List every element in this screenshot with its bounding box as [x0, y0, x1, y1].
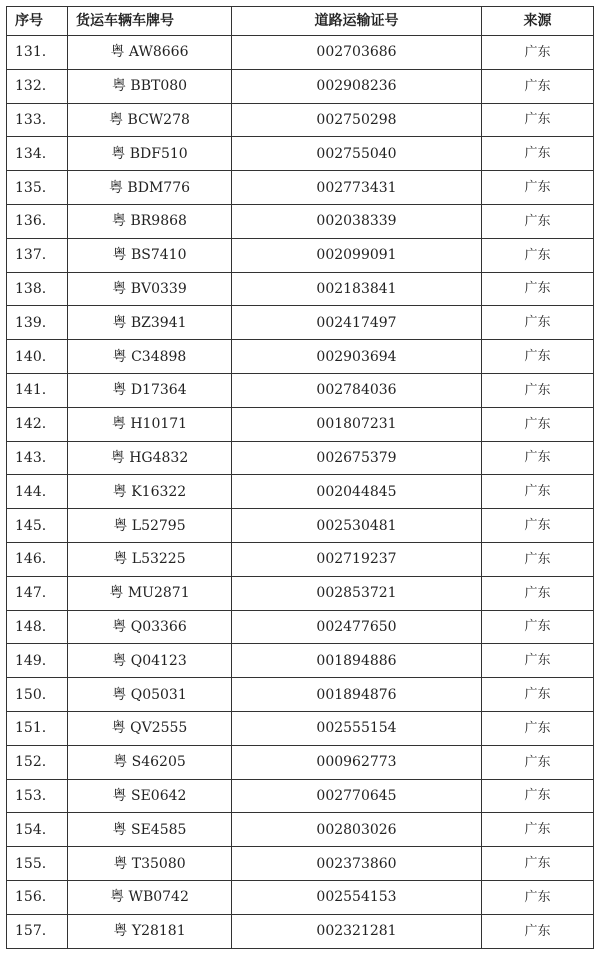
table-row — [7, 509, 594, 543]
row-plate-cell: 粤 BDF510 — [68, 137, 232, 171]
row-permit-cell: 002719237 — [232, 542, 482, 576]
row-source-cell: 广东 — [482, 137, 594, 171]
row-seq-cell: 134. — [7, 137, 68, 171]
row-source-cell: 广东 — [482, 238, 594, 272]
row-source-cell: 广东 — [482, 36, 594, 70]
table-row — [7, 779, 594, 813]
row-permit-cell: 002477650 — [232, 610, 482, 644]
row-source-cell: 广东 — [482, 509, 594, 543]
row-plate-cell: 粤 BZ3941 — [68, 306, 232, 340]
row-plate-cell: 粤 SE4585 — [68, 813, 232, 847]
row-permit-cell: 002373860 — [232, 847, 482, 881]
row-source-cell: 广东 — [482, 542, 594, 576]
row-plate-cell: 粤 BR9868 — [68, 204, 232, 238]
table-row — [7, 238, 594, 272]
row-source-cell: 广东 — [482, 576, 594, 610]
table-row — [7, 847, 594, 881]
table-row — [7, 745, 594, 779]
row-permit-cell: 002675379 — [232, 441, 482, 475]
row-seq-cell: 142. — [7, 407, 68, 441]
row-seq-cell: 138. — [7, 272, 68, 306]
row-seq-cell: 152. — [7, 745, 68, 779]
row-seq-cell: 148. — [7, 610, 68, 644]
row-permit-cell: 002321281 — [232, 914, 482, 948]
row-plate-cell: 粤 Q03366 — [68, 610, 232, 644]
row-seq-cell: 147. — [7, 576, 68, 610]
row-plate-cell: 粤 L53225 — [68, 542, 232, 576]
table-row — [7, 171, 594, 205]
row-plate-cell: 粤 BV0339 — [68, 272, 232, 306]
row-permit-cell: 002530481 — [232, 509, 482, 543]
row-seq-cell: 136. — [7, 204, 68, 238]
row-seq-cell: 153. — [7, 779, 68, 813]
header-seq: 序号 — [7, 7, 68, 36]
row-seq-cell: 143. — [7, 441, 68, 475]
row-source-cell: 广东 — [482, 813, 594, 847]
table-body — [7, 36, 594, 949]
row-source-cell: 广东 — [482, 441, 594, 475]
row-permit-cell: 001894886 — [232, 644, 482, 678]
row-plate-cell: 粤 S46205 — [68, 745, 232, 779]
row-source-cell: 广东 — [482, 373, 594, 407]
row-plate-cell: 粤 SE0642 — [68, 779, 232, 813]
row-source-cell: 广东 — [482, 475, 594, 509]
row-source-cell: 广东 — [482, 914, 594, 948]
table-row — [7, 914, 594, 948]
row-seq-cell: 131. — [7, 36, 68, 70]
row-plate-cell: 粤 H10171 — [68, 407, 232, 441]
row-seq-cell: 137. — [7, 238, 68, 272]
table-row — [7, 340, 594, 374]
row-source-cell: 广东 — [482, 103, 594, 137]
table-header-row — [7, 7, 594, 36]
row-seq-cell: 135. — [7, 171, 68, 205]
row-source-cell: 广东 — [482, 745, 594, 779]
row-seq-cell: 144. — [7, 475, 68, 509]
header-source: 来源 — [482, 7, 594, 36]
row-source-cell: 广东 — [482, 711, 594, 745]
row-plate-cell: 粤 HG4832 — [68, 441, 232, 475]
row-permit-cell: 002555154 — [232, 711, 482, 745]
row-permit-cell: 002183841 — [232, 272, 482, 306]
row-plate-cell: 粤 Y28181 — [68, 914, 232, 948]
row-plate-cell: 粤 T35080 — [68, 847, 232, 881]
row-plate-cell: 粤 BBT080 — [68, 69, 232, 103]
row-source-cell: 广东 — [482, 272, 594, 306]
row-seq-cell: 150. — [7, 678, 68, 712]
row-seq-cell: 139. — [7, 306, 68, 340]
row-source-cell: 广东 — [482, 644, 594, 678]
row-permit-cell: 002417497 — [232, 306, 482, 340]
row-source-cell: 广东 — [482, 69, 594, 103]
row-source-cell: 广东 — [482, 610, 594, 644]
row-seq-cell: 149. — [7, 644, 68, 678]
row-source-cell: 广东 — [482, 340, 594, 374]
row-permit-cell: 002903694 — [232, 340, 482, 374]
table-row — [7, 441, 594, 475]
row-plate-cell: 粤 D17364 — [68, 373, 232, 407]
row-permit-cell: 001894876 — [232, 678, 482, 712]
row-seq-cell: 151. — [7, 711, 68, 745]
vehicle-table — [6, 6, 594, 949]
table-row — [7, 542, 594, 576]
row-seq-cell: 133. — [7, 103, 68, 137]
row-permit-cell: 002755040 — [232, 137, 482, 171]
row-plate-cell: 粤 MU2871 — [68, 576, 232, 610]
row-source-cell: 广东 — [482, 171, 594, 205]
table-row — [7, 137, 594, 171]
row-permit-cell: 002803026 — [232, 813, 482, 847]
row-source-cell: 广东 — [482, 306, 594, 340]
row-permit-cell: 002750298 — [232, 103, 482, 137]
row-permit-cell: 002770645 — [232, 779, 482, 813]
table-row — [7, 711, 594, 745]
row-permit-cell: 002554153 — [232, 880, 482, 914]
row-permit-cell: 002908236 — [232, 69, 482, 103]
row-plate-cell: 粤 K16322 — [68, 475, 232, 509]
table-row — [7, 69, 594, 103]
row-plate-cell: 粤 Q04123 — [68, 644, 232, 678]
table-row — [7, 475, 594, 509]
header-permit: 道路运输证号 — [232, 7, 482, 36]
row-seq-cell: 156. — [7, 880, 68, 914]
row-permit-cell: 002773431 — [232, 171, 482, 205]
table-row — [7, 678, 594, 712]
row-source-cell: 广东 — [482, 880, 594, 914]
row-permit-cell: 002853721 — [232, 576, 482, 610]
row-source-cell: 广东 — [482, 204, 594, 238]
table-row — [7, 306, 594, 340]
row-seq-cell: 155. — [7, 847, 68, 881]
table-row — [7, 204, 594, 238]
row-seq-cell: 154. — [7, 813, 68, 847]
row-source-cell: 广东 — [482, 847, 594, 881]
table-row — [7, 880, 594, 914]
row-permit-cell: 001807231 — [232, 407, 482, 441]
table-row — [7, 36, 594, 70]
table-row — [7, 813, 594, 847]
row-permit-cell: 000962773 — [232, 745, 482, 779]
row-plate-cell: 粤 WB0742 — [68, 880, 232, 914]
row-seq-cell: 141. — [7, 373, 68, 407]
row-permit-cell: 002099091 — [232, 238, 482, 272]
row-plate-cell: 粤 BDM776 — [68, 171, 232, 205]
table-row — [7, 103, 594, 137]
table-row — [7, 272, 594, 306]
row-source-cell: 广东 — [482, 779, 594, 813]
row-plate-cell: 粤 C34898 — [68, 340, 232, 374]
row-permit-cell: 002044845 — [232, 475, 482, 509]
row-source-cell: 广东 — [482, 678, 594, 712]
row-seq-cell: 145. — [7, 509, 68, 543]
table-row — [7, 644, 594, 678]
row-source-cell: 广东 — [482, 407, 594, 441]
table-row — [7, 610, 594, 644]
row-seq-cell: 146. — [7, 542, 68, 576]
table-row — [7, 576, 594, 610]
row-permit-cell: 002703686 — [232, 36, 482, 70]
row-permit-cell: 002784036 — [232, 373, 482, 407]
header-plate: 货运车辆车牌号 — [68, 7, 232, 36]
row-plate-cell: 粤 BCW278 — [68, 103, 232, 137]
row-plate-cell: 粤 L52795 — [68, 509, 232, 543]
table-row — [7, 373, 594, 407]
table-row — [7, 407, 594, 441]
row-seq-cell: 157. — [7, 914, 68, 948]
row-plate-cell: 粤 BS7410 — [68, 238, 232, 272]
row-permit-cell: 002038339 — [232, 204, 482, 238]
row-seq-cell: 132. — [7, 69, 68, 103]
row-plate-cell: 粤 QV2555 — [68, 711, 232, 745]
row-seq-cell: 140. — [7, 340, 68, 374]
row-plate-cell: 粤 AW8666 — [68, 36, 232, 70]
row-plate-cell: 粤 Q05031 — [68, 678, 232, 712]
